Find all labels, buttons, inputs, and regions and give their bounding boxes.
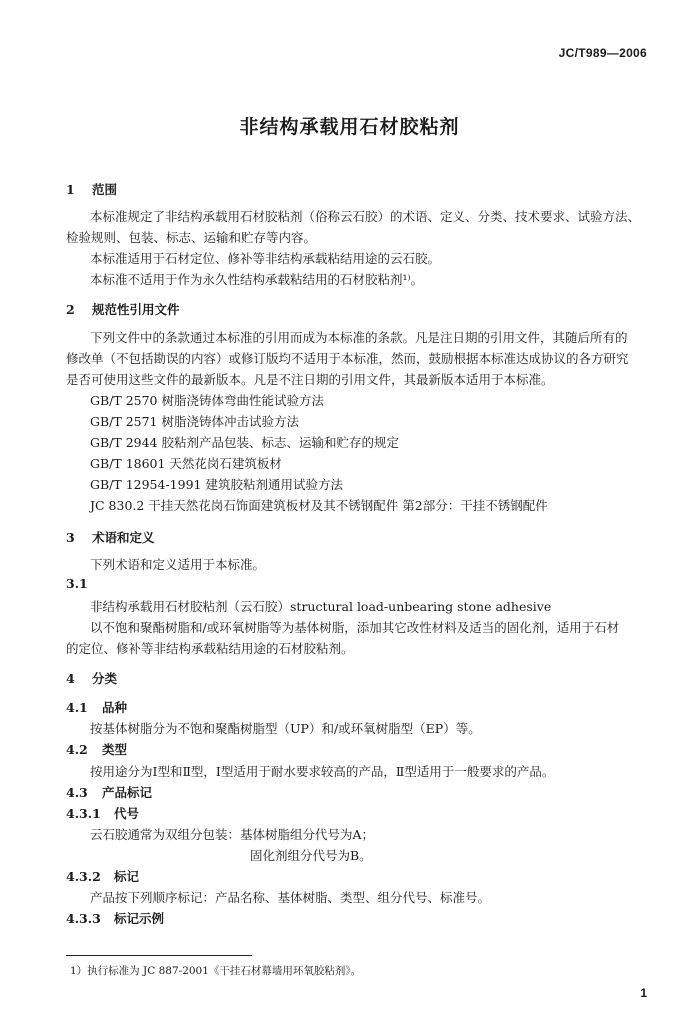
section-number: 1 (66, 182, 75, 197)
subsection-4-1-heading (66, 698, 127, 716)
paragraph-line: 以不饱和聚酯树脂和/或环氧树脂等为基体树脂，添加其它改性材料及适当的固化剂，适用于石材 (90, 620, 620, 635)
subsection-number: 4.1 (66, 700, 88, 715)
paragraph-line: 固化剂组分代号为B。 (250, 848, 372, 863)
footnote-divider (66, 955, 252, 956)
reference-item: JC 830.2 干挂天然花岗石饰面建筑板材及其不锈钢配件 第2部分：干挂不锈钢配件 (90, 498, 548, 513)
section-1-heading (66, 180, 117, 198)
subsection-4-3-3-heading (66, 909, 164, 927)
paragraph-line: 修改单（不包括勘误的内容）或修订版均不适用于本标准，然而，鼓励根据本标准达成协议的各方研究 (66, 351, 629, 366)
section-number: 3 (66, 530, 75, 545)
subsection-number: 4.2 (66, 742, 88, 757)
paragraph-line: 下列文件中的条款通过本标准的引用而成为本标准的条款。凡是注日期的引用文件，其随后所有的 (90, 330, 628, 345)
document-title: 非结构承载用石材胶粘剂 (239, 116, 460, 138)
subsection-number: 4.3.1 (66, 806, 101, 821)
section-3-heading (66, 528, 155, 546)
subsection-number: 3.1 (66, 576, 88, 591)
subsection-number: 4.3.2 (66, 869, 101, 884)
term-line: 非结构承载用石材胶粘剂（云石胶）structural load-unbearing stone adhesive (90, 599, 552, 614)
section-2-heading (66, 300, 180, 318)
paragraph-line: 是否可使用这些文件的最新版本。凡是不注日期的引用文件，其最新版本适用于本标准。 (66, 372, 554, 387)
section-title: 范围 (92, 182, 118, 197)
reference-item: GB/T 2570 树脂浇铸体弯曲性能试验方法 (90, 393, 324, 408)
page-number: 1 (640, 986, 647, 1000)
paragraph-line: 本标准不适用于作为永久性结构承载粘结用的石材胶粘剂¹⁾。 (90, 272, 424, 287)
subsection-title: 标记示例 (114, 911, 165, 926)
subsection-number: 4.3.3 (66, 911, 101, 926)
paragraph-line: 的定位、修补等非结构承载粘结用途的石材胶粘剂。 (66, 641, 354, 656)
reference-item: GB/T 18601 天然花岗石建筑板材 (90, 456, 282, 471)
paragraph-line: 按基体树脂分为不饱和聚酯树脂型（UP）和/或环氧树脂型（EP）等。 (90, 721, 481, 736)
subsection-title: 产品标记 (102, 785, 153, 800)
section-4-heading (66, 669, 117, 687)
subsection-title: 代号 (114, 806, 140, 821)
paragraph-line: 云石胶通常为双组分包装：基体树脂组分代号为A； (90, 827, 375, 842)
paragraph-line: 本标准适用于石材定位、修补等非结构承载粘结用途的云石胶。 (90, 251, 441, 266)
paragraph-line: 按用途分为Ⅰ型和Ⅱ型，Ⅰ型适用于耐水要求较高的产品，Ⅱ型适用于一般要求的产品。 (90, 764, 555, 779)
standard-number: JC/T989—2006 (558, 46, 647, 60)
paragraph-line: 下列术语和定义适用于本标准。 (90, 557, 266, 572)
reference-item: GB/T 2944 胶粘剂产品包装、标志、运输和贮存的规定 (90, 435, 399, 450)
footnote: 1）执行标准为 JC 887-2001《干挂石材幕墙用环氧胶粘剂》。 (70, 965, 362, 977)
reference-item: GB/T 2571 树脂浇铸体冲击试验方法 (90, 414, 299, 429)
subsection-title: 品种 (102, 700, 128, 715)
section-number: 4 (66, 671, 75, 686)
subsection-title: 类型 (102, 742, 128, 757)
reference-item: GB/T 12954-1991 建筑胶粘剂通用试验方法 (90, 477, 343, 492)
subsection-title: 标记 (114, 869, 140, 884)
paragraph-line: 本标准规定了非结构承载用石材胶粘剂（俗称云石胶）的术语、定义、分类、技术要求、试验方法、 (90, 209, 641, 224)
paragraph-line: 检验规则、包装、标志、运输和贮存等内容。 (66, 230, 317, 245)
section-title: 规范性引用文件 (92, 302, 180, 317)
paragraph-line: 产品按下列顺序标记：产品名称、基体树脂、类型、组分代号、标准号。 (90, 890, 491, 905)
subsection-4-3-heading (66, 783, 152, 801)
subsection-number: 4.3 (66, 785, 88, 800)
section-number: 2 (66, 302, 75, 317)
section-title: 分类 (92, 671, 118, 686)
subsection-4-2-heading (66, 740, 127, 758)
section-title: 术语和定义 (92, 530, 155, 545)
subsection-4-3-2-heading (66, 867, 139, 885)
subsection-4-3-1-heading (66, 804, 139, 822)
